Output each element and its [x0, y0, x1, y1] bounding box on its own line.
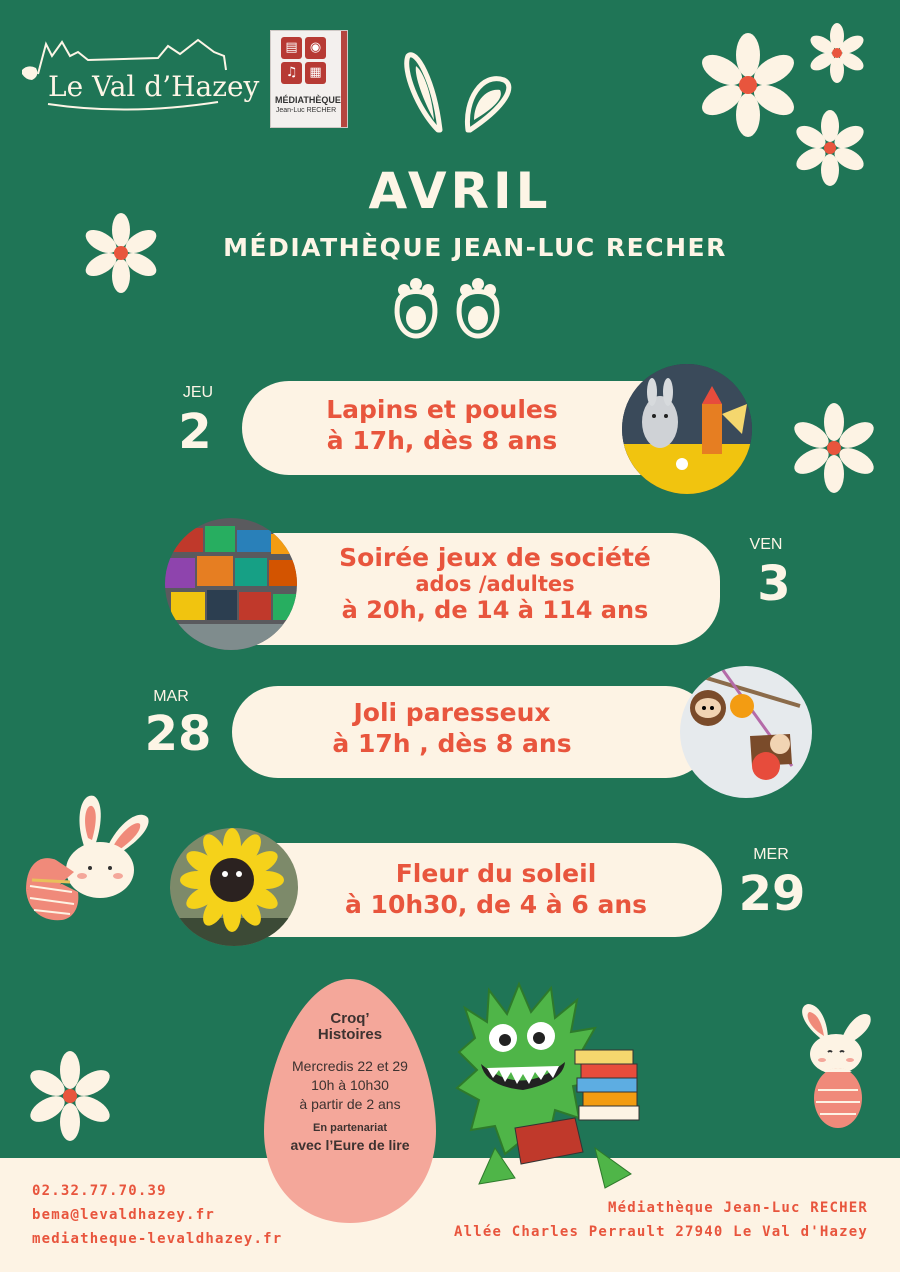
green-monster-reading-icon [455, 978, 660, 1198]
footer-address-name: Médiathèque Jean-Luc RECHER [608, 1200, 868, 1216]
croq-title-2: Histoires [317, 1026, 383, 1043]
board-games-stack-photo [165, 518, 297, 650]
event-details: à 10h30, de 4 à 6 ans [344, 890, 648, 919]
event-details: à 17h, dès 8 ans [326, 426, 558, 455]
event-day-name: MER [753, 846, 789, 863]
event-title: Fleur du soleil [395, 859, 597, 888]
event-photo [680, 666, 812, 798]
footer-phone[interactable]: 02.32.77.70.39 [32, 1183, 167, 1199]
event-title: Lapins et poules [326, 395, 558, 424]
logo-subtitle: Jean-Luc RECHER [275, 107, 337, 114]
logo-text: Le Val d’Hazey [48, 70, 260, 103]
media-tiles-icon: ▤ ◉ ♫ ▦ [281, 37, 327, 87]
event-photo [622, 364, 752, 494]
event-card [232, 686, 712, 778]
daisy-flower-icon [790, 108, 870, 188]
footer-email[interactable]: bema@levaldhazey.fr [32, 1207, 215, 1223]
bunny-in-egg-icon [790, 998, 886, 1134]
event-day-name: MAR [153, 688, 189, 705]
event-day-name: JEU [182, 384, 214, 401]
paper-sloth-craft-photo [680, 666, 812, 798]
daisy-flower-icon [806, 22, 868, 84]
daisy-flower-icon [788, 402, 880, 494]
footer-website[interactable]: mediatheque-levaldhazey.fr [32, 1231, 283, 1247]
page-title: AVRIL [368, 162, 552, 220]
event-details: à 20h, de 14 à 114 ans [341, 596, 649, 624]
event-title: Soirée jeux de société [339, 543, 651, 572]
bunny-in-egg-icon [22, 786, 160, 922]
event-day-name: VEN [749, 536, 783, 553]
event-day-number: 3 [757, 556, 791, 612]
bunny-ears-icon [398, 50, 523, 135]
daisy-flower-icon [693, 30, 803, 140]
croq-age: à partir de 2 ans [299, 1096, 401, 1112]
event-photo [170, 828, 298, 946]
croq-partner-name: avec l’Eure de lire [290, 1137, 410, 1153]
event-photo [165, 518, 297, 650]
footer-address-street: Allée Charles Perrault 27940 Le Val d'Hazey [453, 1224, 868, 1240]
croq-dates: Mercredis 22 et 29 [292, 1058, 408, 1074]
bunny-paws-icon [390, 278, 510, 340]
croq-title: Croq’ [330, 1010, 370, 1027]
paper-rabbit-and-chicken-craft-photo [622, 364, 752, 494]
croq-partner: En partenariat [313, 1122, 387, 1134]
paper-sunflower-craft-photo [170, 828, 298, 946]
event-details: à 17h , dès 8 ans [332, 729, 572, 758]
event-day-number: 29 [738, 866, 806, 922]
val-dhazey-logo [18, 34, 260, 114]
daisy-flower-icon [80, 212, 162, 294]
logo-title: MÉDIATHÈQUE [275, 95, 341, 105]
event-title: Joli paresseux [353, 698, 551, 727]
event-audience: ados /adultes [415, 572, 575, 596]
event-day-number: 2 [178, 404, 212, 460]
daisy-flower-icon [24, 1050, 116, 1142]
page-subtitle: MÉDIATHÈQUE JEAN-LUC RECHER [223, 233, 727, 262]
croq-time: 10h à 10h30 [311, 1077, 389, 1093]
event-day-number: 28 [144, 706, 212, 762]
mediatheque-logo [270, 30, 348, 128]
